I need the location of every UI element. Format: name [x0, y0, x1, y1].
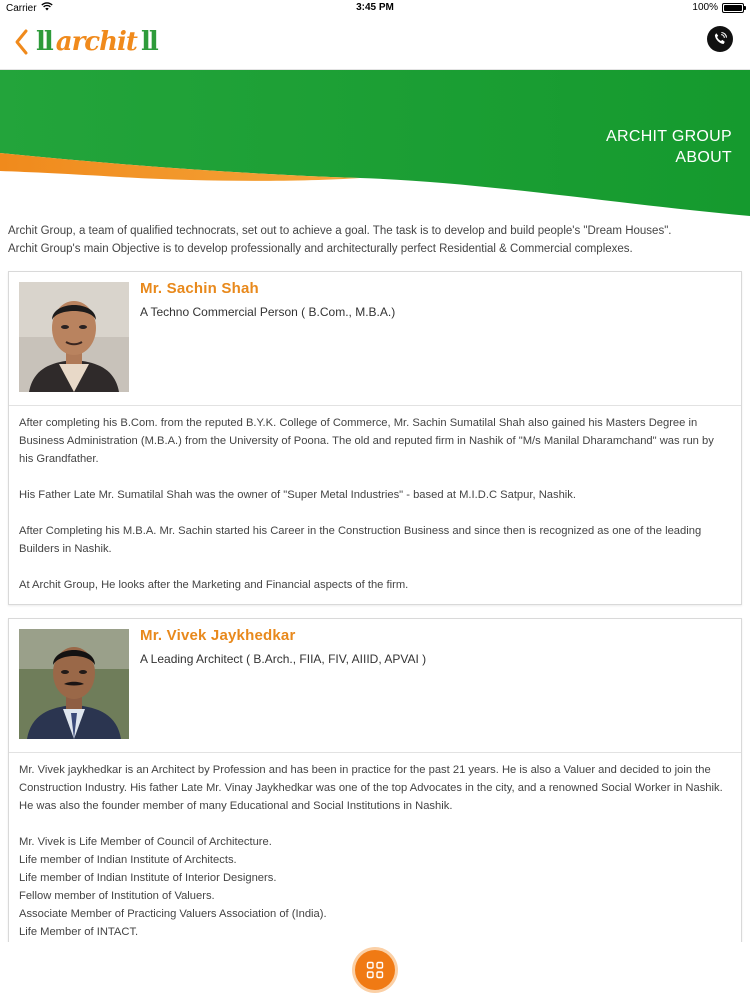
- profile-header: [9, 619, 741, 753]
- battery-percent: 100%: [692, 2, 718, 13]
- about-content[interactable]: [0, 220, 750, 942]
- bottom-bar: [0, 942, 750, 1000]
- intro-text: [0, 220, 750, 258]
- membership-item: Life member of Indian Institute of Architects.: [19, 854, 237, 866]
- nav-bar: [0, 16, 750, 70]
- header-banner: [0, 70, 750, 220]
- profile-name: Mr. Sachin Shah: [140, 280, 259, 297]
- logo-left-bars: ll: [36, 27, 52, 57]
- membership-item: Mr. Vivek is Life Member of Council of Architecture.: [19, 836, 272, 848]
- phone-icon: [712, 31, 728, 47]
- bio-paragraph: After completing his B.Com. from the reputed B.Y.K. College of Commerce, Mr. Sachin Sumatilal Shah also gained his Masters Degree in Business Administration (M.B.A.) from the University of Poona. The old and reputed firm in Nashik of "M/s Manilal Dharamchand" was run by his Grandfather.: [19, 417, 714, 465]
- profile-name: Mr. Vivek Jaykhedkar: [140, 627, 296, 644]
- membership-item: Fellow member of Institution of Valuers.: [19, 890, 215, 902]
- logo-wordmark: archit: [55, 27, 137, 57]
- profile-photo-vivek-jaykhedkar: [19, 629, 129, 739]
- call-button[interactable]: [707, 26, 733, 52]
- battery-icon: [722, 3, 744, 13]
- grid-menu-icon: [366, 961, 384, 979]
- banner-title-line2: ABOUT: [675, 149, 732, 166]
- membership-item: Life member of Indian Institute of Interior Designers.: [19, 872, 277, 884]
- bio-paragraph: Mr. Vivek jaykhedkar is an Architect by Profession and has been in practice for the past 21 years. He is also a Valuer and decided to join the Construction Industry. His father Late Mr. Vinay Jaykhedkar was one of the top Advocates in the city, and a renowned Social Worker in Nashik. He was also the founder member of many Educational and Social Institutions in Nashik.: [19, 764, 723, 812]
- profile-role: A Techno Commercial Person ( B.Com., M.B.A.): [140, 305, 396, 319]
- carrier-label: Carrier: [6, 2, 37, 14]
- profile-photo-sachin-shah: [19, 282, 129, 392]
- profile-header: [9, 272, 741, 406]
- profile-card-sachin-shah: [8, 271, 742, 605]
- profile-bio: [9, 406, 741, 604]
- chevron-left-icon: [14, 29, 28, 55]
- membership-item: Life Member of INTACT.: [19, 926, 139, 938]
- membership-item: Associate Member of Practicing Valuers Association of (India).: [19, 908, 327, 920]
- intro-line-2: Archit Group's main Objective is to develop professionally and architecturally perfect Residential & Commercial complexes.: [8, 243, 633, 255]
- battery-info: [692, 2, 744, 13]
- back-button[interactable]: [8, 26, 34, 58]
- archit-logo: [36, 26, 157, 58]
- banner-title-line1: ARCHIT GROUP: [606, 128, 732, 145]
- bio-paragraph: His Father Late Mr. Sumatilal Shah was the owner of "Super Metal Industries" - based at M.I.D.C Satpur, Nashik.: [19, 489, 576, 501]
- clock: 3:45 PM: [356, 2, 394, 13]
- logo-right-bars: ll: [140, 27, 157, 57]
- status-bar: [0, 0, 750, 16]
- intro-line-1: Archit Group, a team of qualified technocrats, set out to achieve a goal. The task is to develop and build people's "Dream Houses".: [8, 225, 672, 237]
- bio-paragraph: At Archit Group, He looks after the Marketing and Financial aspects of the firm.: [19, 579, 409, 591]
- membership-list: [19, 833, 731, 959]
- profile-card-vivek-jaykhedkar: [8, 618, 742, 970]
- menu-fab-button[interactable]: [355, 950, 395, 990]
- banner-title: [606, 126, 732, 168]
- profile-role: A Leading Architect ( B.Arch., FIIA, FIV, AIIID, APVAI ): [140, 652, 427, 666]
- profile-bio: [9, 753, 741, 969]
- bio-paragraph: After Completing his M.B.A. Mr. Sachin started his Career in the Construction Business and since then is recognized as one of the leading Builders in Nashik.: [19, 525, 702, 555]
